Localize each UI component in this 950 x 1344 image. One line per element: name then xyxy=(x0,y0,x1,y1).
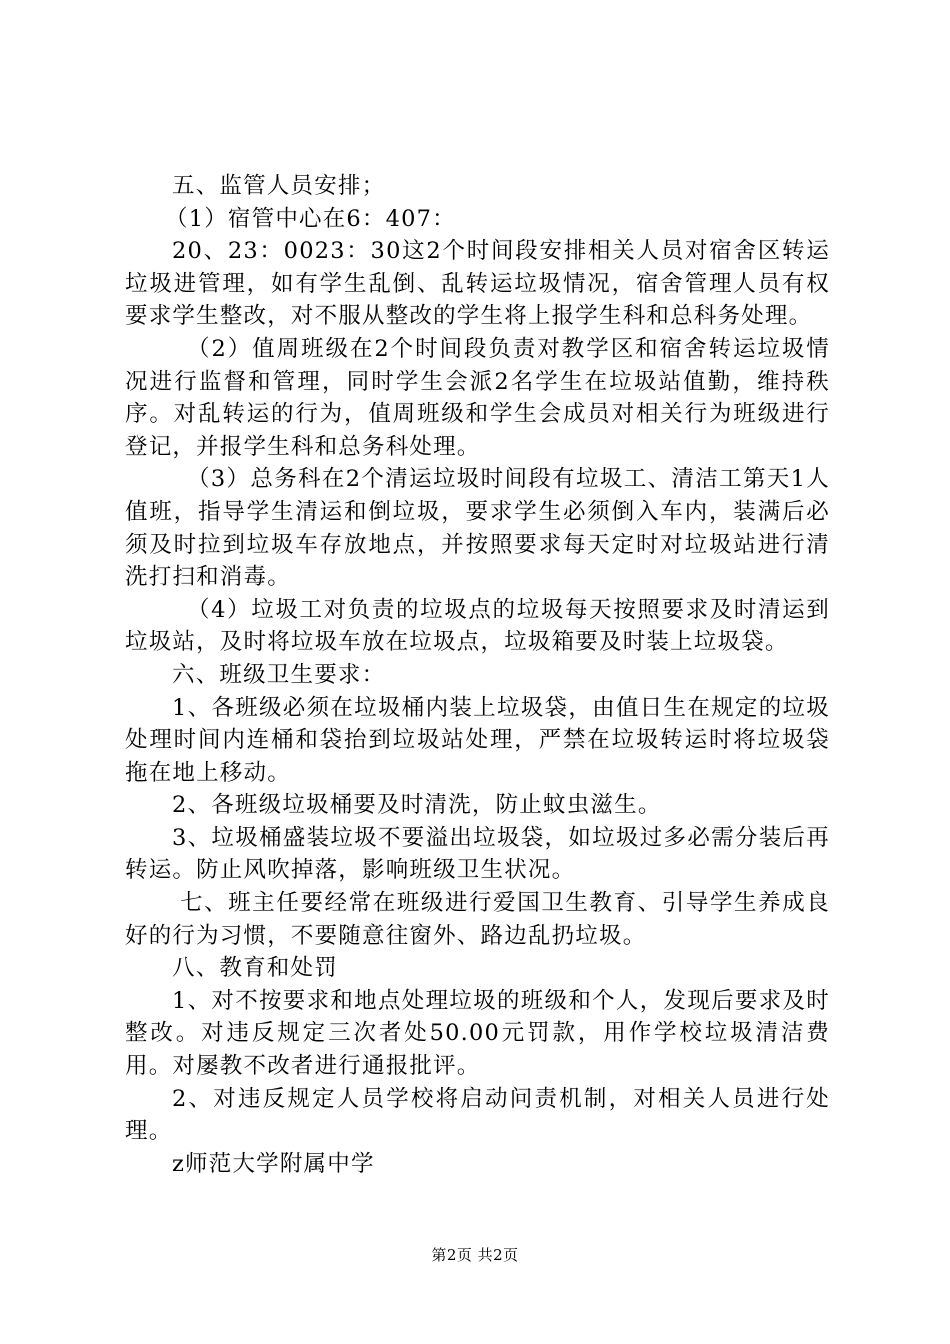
paragraph-penalty-2: 2、对违反规定人员学校将启动问责机制，对相关人员进行处理。 xyxy=(125,1085,830,1145)
page-footer xyxy=(0,1244,950,1265)
signature-school-name: z师范大学附属中学 xyxy=(172,1150,375,1177)
paragraph-item-2: （2）值周班级在2个时间段负责对教学区和宿舍转运垃圾情况进行监督和管理，同时学生会派2名学生在垃圾站值勤，维持秩序。对乱转运的行为，值周班级和学生会成员对相关行为班级进行登记，并报学生科和总务科处理。 xyxy=(125,335,830,460)
section-heading-education-penalty: 八、教育和处罚 xyxy=(172,955,338,982)
paragraph-hygiene-3: 3、垃圾桶盛装垃圾不要溢出垃圾袋，如垃圾过多必需分装后再转运。防止风吹掉落，影响班级卫生状况。 xyxy=(125,824,830,884)
paragraph-hygiene-1: 1、各班级必须在垃圾桶内装上垃圾袋，由值日生在规定的垃圾处理时间内连桶和袋抬到垃圾站处理，严禁在垃圾转运时将垃圾袋拖在地上移动。 xyxy=(125,694,830,786)
paragraph-hygiene-2: 2、各班级垃圾桶要及时清洗，防止蚊虫滋生。 xyxy=(172,792,662,819)
section-heading-head-teacher: 七、班主任要经常在班级进行爱国卫生教育、引导学生养成良好的行为习惯，不要随意往窗外、路边乱扔垃圾。 xyxy=(125,890,830,949)
paragraph-item-3: （3）总务科在2个清运垃圾时间段有垃圾工、清洁工第天1人值班，指导学生清运和倒垃圾，要求学生必须倒入车内，装满后必须及时拉到垃圾车存放地点，并按照要求每天定时对垃圾站进行清洗打扫和消毒。 xyxy=(125,466,830,591)
paragraph-item-4: （4）垃圾工对负责的垃圾点的垃圾每天按照要求及时清运到垃圾站，及时将垃圾车放在垃圾点，垃圾箱要及时装上垃圾袋。 xyxy=(125,596,830,656)
paragraph-item-1-detail: 20、23：0023：30这2个时间段安排相关人员对宿舍区转运垃圾进管理，如有学生乱倒、乱转运垃圾情况，宿舍管理人员有权要求学生整改，对不服从整改的学生将上报学生科和总科务处理。 xyxy=(125,238,830,330)
section-heading-class-hygiene: 六、班级卫生要求： xyxy=(172,661,386,688)
paragraph-penalty-1: 1、对不按要求和地点处理垃圾的班级和个人，发现后要求及时整改。对违反规定三次者处50.00元罚款，用作学校垃圾清洁费用。对屡教不改者进行通报批评。 xyxy=(125,987,830,1080)
paragraph-item-1: （1）宿管中心在6：407： xyxy=(165,205,456,232)
document-body xyxy=(125,170,830,1180)
page-number-label: 第2页 共2页 xyxy=(431,1246,519,1264)
section-heading-supervision: 五、监管人员安排； xyxy=(172,173,386,199)
